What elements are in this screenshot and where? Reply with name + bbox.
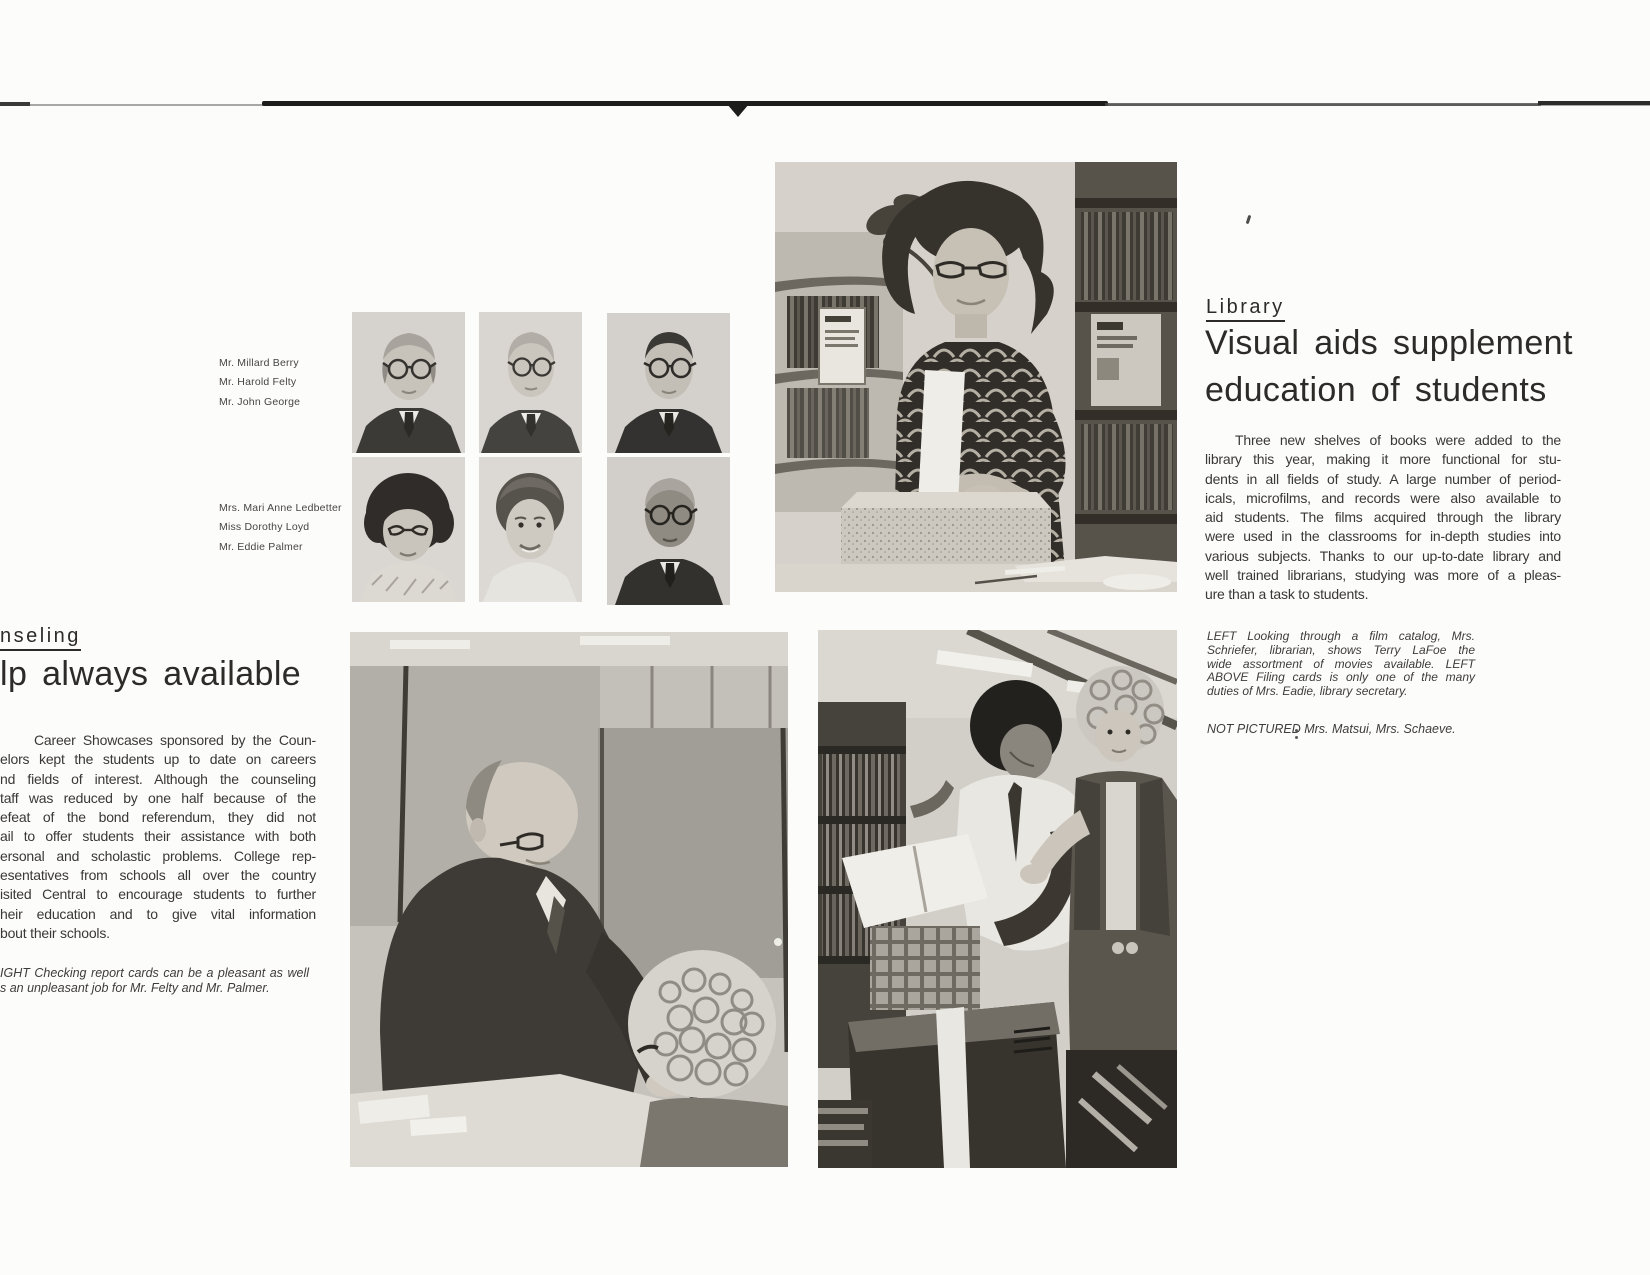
portrait-photo-eddie-palmer (607, 457, 730, 605)
name-line: Mr. John George (219, 395, 301, 408)
body-line: isited Central to encourage students to further (0, 886, 316, 903)
portrait-photo-millard-berry (352, 312, 465, 453)
caption-line: duties of Mrs. Eadie, library secretary. (1207, 684, 1408, 699)
body-line: taff was reduced by one half because of the (0, 789, 316, 806)
not-pictured-note: NOT PICTURED Mrs. Matsui, Mrs. Schaeve. (1207, 722, 1456, 736)
counseling-headline: lp always available (0, 655, 302, 693)
library-body-paragraph (1205, 431, 1561, 605)
page-edge-line-end (1538, 101, 1650, 105)
body-line: bout their schools. (0, 924, 110, 941)
page-edge-line-thick (262, 101, 1108, 106)
body-line: library this year, making it more functional for stu- (1205, 451, 1561, 468)
page-fold-notch (727, 104, 749, 117)
caption-line: Schriefer, librarian, shows Terry LaFoe the (1207, 642, 1475, 657)
caption-line: wide assortment of movies available. LEFT (1207, 656, 1475, 671)
body-line: aid students. The films acquired through the library (1205, 509, 1561, 526)
page-edge-mark (0, 102, 30, 106)
library-section-label: Library (1206, 296, 1285, 322)
counseling-body-paragraph (0, 731, 316, 943)
library-photo-caption (1207, 630, 1475, 699)
body-line: ail to offer students their assistance with both (0, 828, 316, 845)
counselor-names-bottom (219, 499, 342, 557)
body-line: were used in the classrooms for in-depth studies into (1205, 528, 1561, 545)
body-line: icals, microfilms, and records were also available to (1205, 489, 1561, 506)
library-headline-line2: education of students (1205, 371, 1547, 409)
caption-line: ABOVE Filing cards is only one of the many (1207, 670, 1475, 685)
caption-line: IGHT Checking report cards can be a pleasant as well (0, 966, 309, 980)
library-students-photo (818, 630, 1177, 1168)
name-line: Mr. Eddie Palmer (219, 540, 303, 553)
body-line: ure than a task to students. (1205, 586, 1369, 603)
body-line: elors kept the students up to date on careers (0, 751, 316, 768)
library-headline-line1: Visual aids supplement (1205, 324, 1573, 362)
body-line: Three new shelves of books were added to the (1235, 432, 1561, 448)
caption-line: s an unpleasant job for Mr. Felty and Mr. Palmer. (0, 981, 270, 996)
scan-speck (1246, 215, 1252, 224)
counseling-photo-caption (0, 966, 309, 996)
portrait-photo-dorothy-loyd (479, 457, 582, 602)
body-line: Career Showcases sponsored by the Coun- (34, 732, 316, 748)
body-line: dents in all fields of study. A large number of period- (1205, 470, 1561, 487)
page-edge-line-right (1105, 103, 1541, 106)
caption-line: LEFT Looking through a film catalog, Mrs. (1207, 629, 1475, 643)
body-line: ersonal and scholastic problems. College rep- (0, 847, 316, 864)
portrait-photo-mari-anne-ledbetter (352, 457, 465, 602)
body-line: well trained librarians, studying was more of a pleas- (1205, 567, 1561, 584)
name-line: Miss Dorothy Loyd (219, 521, 310, 534)
body-line: esentatives from schools all over the country (0, 867, 316, 884)
librarian-filing-photo (775, 162, 1177, 592)
name-line: Mr. Harold Felty (219, 376, 297, 389)
portrait-photo-harold-felty (479, 312, 582, 453)
name-line: Mr. Millard Berry (219, 357, 299, 369)
counselor-names-top (219, 354, 300, 412)
name-line: Mrs. Mari Anne Ledbetter (219, 502, 342, 514)
body-line: heir education and to give vital information (0, 905, 316, 922)
body-line: various subjects. Thanks to our up-to-date library and (1205, 547, 1561, 564)
counseling-section-label: nseling (0, 625, 81, 651)
body-line: nd fields of interest. Although the counseling (0, 770, 316, 787)
counseling-report-cards-photo (350, 632, 788, 1167)
body-line: efeat of the bond referendum, they did not (0, 809, 316, 826)
portrait-photo-john-george (607, 313, 730, 453)
